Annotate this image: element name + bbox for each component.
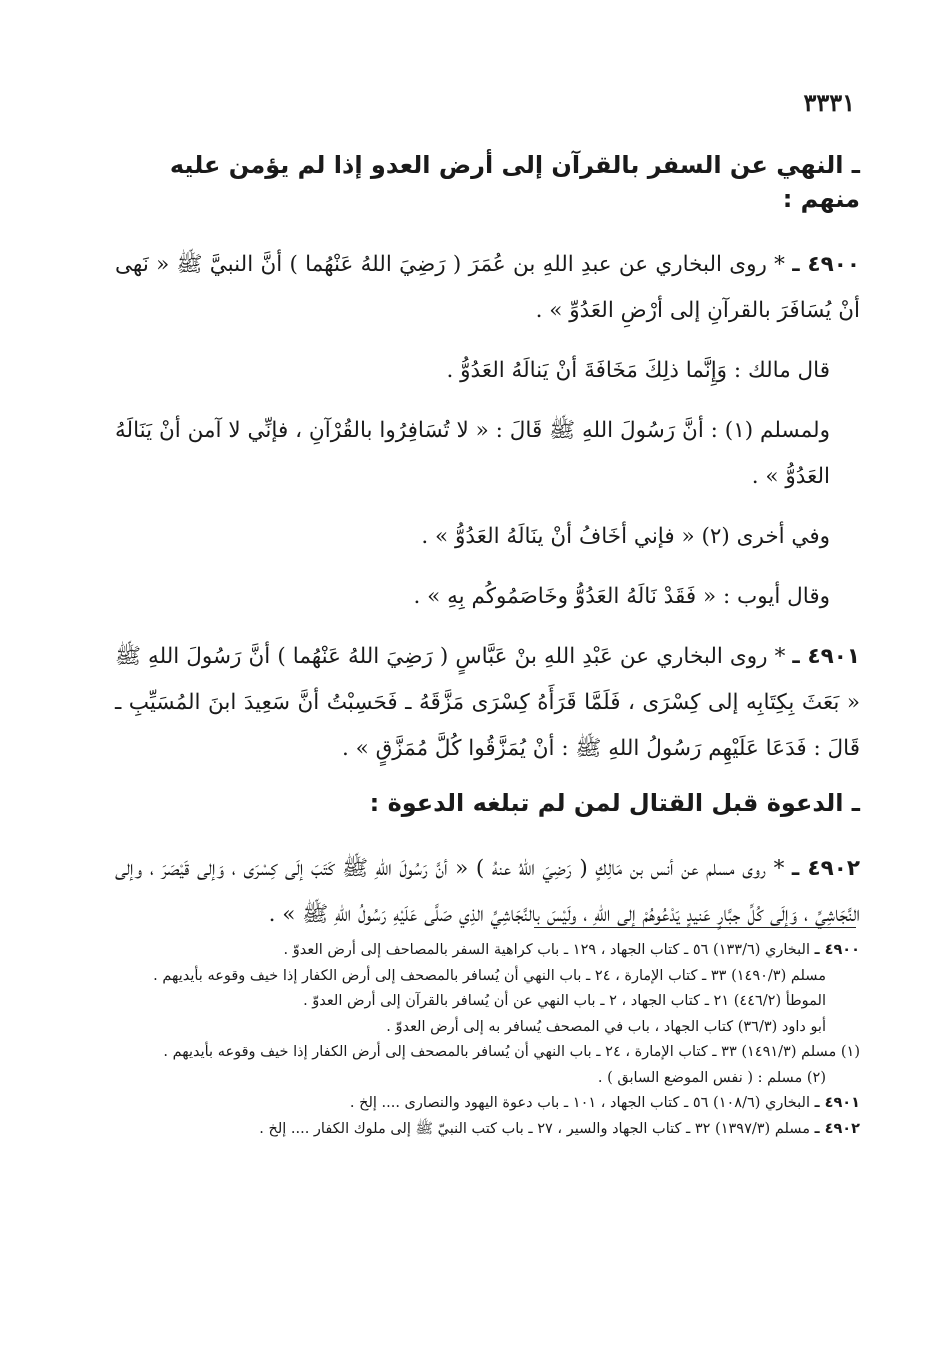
paragraph-text: * روى البخاري عن عبدِ اللهِ بن عُمَرَ ( رَضِيَ اللهُ عَنْهُما ) أنَّ النبيَّ ﷺ « نَهى أنْ يُسَافَرَ بالقرآنِ إلى أرْضِ العَدُوِّ » .	[115, 252, 860, 323]
paragraph-text: * روى البخاري عن عَبْدِ اللهِ بنْ عَبَّاسٍ ( رَضِيَ اللهُ عَنْهُما ) أنَّ رَسُولَ اللهِ ﷺ « بَعَثَ بِكِتَابِه إلى كِسْرَى ، فَلَمَّا قَرَأَهُ كِسْرَى مَزَّقَهُ ـ فَحَسِبْتُ أنَّ سَعِيدَ ابنَ المُسَيِّبِ ـ قَالَ : فَدَعَا عَلَيْهِم رَسُولُ اللهِ ﷺ : أنْ يُمَزَّقُوا كُلَّ مُمَزَّقٍ » .	[115, 644, 860, 761]
hadith-paragraph	[115, 408, 860, 500]
footnote	[125, 1117, 860, 1143]
hadith-number: ٤٩٠١ ـ	[792, 644, 860, 669]
footnote-text: مسلم (١٤٩٠/٣) ٣٣ ـ كتاب الإمارة ، ٢٤ ـ باب النهي أن يُسافر بالمصحف إلى أرض الكفار إذا خيف وقوعه بأيديهم .	[153, 967, 826, 984]
footnote-divider	[534, 927, 856, 928]
page-number: ٣٣٣١	[803, 88, 855, 117]
section-heading: ـ الدعوة قبل القتال لمن لم تبلغه الدعوة :	[369, 789, 860, 817]
hadith-paragraph	[115, 574, 860, 620]
paragraph-text: ولمسلم (١) : أنَّ رَسُولَ اللهِ ﷺ قَالَ : « لا تُسَافِرُوا بالقُرْآنِ ، فإنِّي لا آمن أنْ يَنَالَهُ العَدُوُّ » .	[115, 418, 830, 489]
footnote	[125, 1040, 860, 1066]
footnote-number: ٤٩٠٢ ـ	[814, 1120, 860, 1137]
section-2	[115, 786, 860, 938]
hadith-paragraph	[115, 846, 860, 938]
paragraph-text: وفي أخرى (٢) « فإني أخَافُ أنْ ينَالَهُ العَدُوُّ » .	[421, 524, 830, 549]
footnote-text: الموطأ (٤٤٦/٢) ٢١ ـ كتاب الجهاد ، ٢ ـ باب النهي عن أن يُسافر بالقرآن إلى أرض العدوّ .	[303, 993, 826, 1009]
footnote	[125, 964, 860, 990]
hadith-number: ٤٩٠٢ ـ	[791, 856, 861, 881]
footnote-text: مسلم (١٣٩٧/٣) ٣٢ ـ كتاب الجهاد والسير ، ٢٧ ـ باب كتب النبيّ ﷺ إلى ملوك الكفار .... إلخ .	[259, 1120, 810, 1137]
footnote-text: (١) مسلم (١٤٩١/٣) ٣٣ ـ كتاب الإمارة ، ٢٤ ـ باب النهي أن يُسافر بالمصحف إلى أرض الكفار إذا خيف وقوعه بأيديهم .	[163, 1044, 860, 1060]
footnote-number: ٤٩٠٠ ـ	[814, 942, 860, 958]
footnote	[125, 1066, 860, 1092]
paragraph-text: وقال أيوب : « فَقَدْ نَالَهُ العَدُوُّ وخَاصَمُوكُم بِهِ » .	[413, 584, 830, 609]
hadith-paragraph	[115, 634, 860, 772]
footnote-text: البخاري (١٣٣/٦) ٥٦ ـ كتاب الجهاد ، ١٢٩ ـ باب كراهية السفر بالمصاحف إلى أرض العدوّ .	[283, 942, 810, 958]
footnote	[125, 989, 860, 1015]
paragraph-text: قال مالك : وَإِنَّما ذلِكَ مَخَافَةَ أنْ يَنالَهُ العَدُوُّ .	[446, 358, 830, 383]
hadith-paragraph	[115, 514, 860, 560]
footnote-number: ٤٩٠١ ـ	[814, 1095, 860, 1111]
footnote	[125, 1015, 860, 1041]
footnote-text: (٢) مسلم : ( نفس الموضع السابق ) .	[597, 1069, 826, 1086]
footnotes	[125, 938, 860, 1142]
footnote	[125, 938, 860, 964]
hadith-paragraph	[115, 242, 860, 334]
paragraph-text: * روى مسلم عن أنس بن مَالِكٍ ( رَضِيَ اللهُ عنهُ ) « أنَّ رَسُولَ اللهِ ﷺ كَتَبَ إلَى كِسْرَى ، وَإلى قَيْصَرَ ، وإلى النَّجَاشِيِّ ، وَإلَى كُلِّ جبَّارٍ عَنيدٍ يَدْعُوهُمْ إلى اللهِ ، ولَيْسَ بالنَّجَاشِيِّ الذِي صَلَّى عَلَيْهِ رَسُولُ اللهِ ﷺ » .	[115, 856, 860, 927]
hadith-paragraph	[115, 348, 860, 394]
footnote	[125, 1091, 860, 1117]
section-1	[115, 148, 860, 772]
footnote-text: أبو داود (٣٦/٣) كتاب الجهاد ، باب في المصحف يُسافر به إلى أرض العدوّ .	[386, 1018, 826, 1035]
footnote-text: البخاري (١٠٨/٦) ٥٦ ـ كتاب الجهاد ، ١٠١ ـ باب دعوة اليهود والنصارى .... إلخ .	[349, 1095, 810, 1111]
section-heading: ـ النهي عن السفر بالقرآن إلى أرض العدو إذا لم يؤمن عليه منهم :	[169, 151, 860, 213]
main-text	[115, 148, 860, 952]
hadith-number: ٤٩٠٠ ـ	[792, 252, 860, 277]
